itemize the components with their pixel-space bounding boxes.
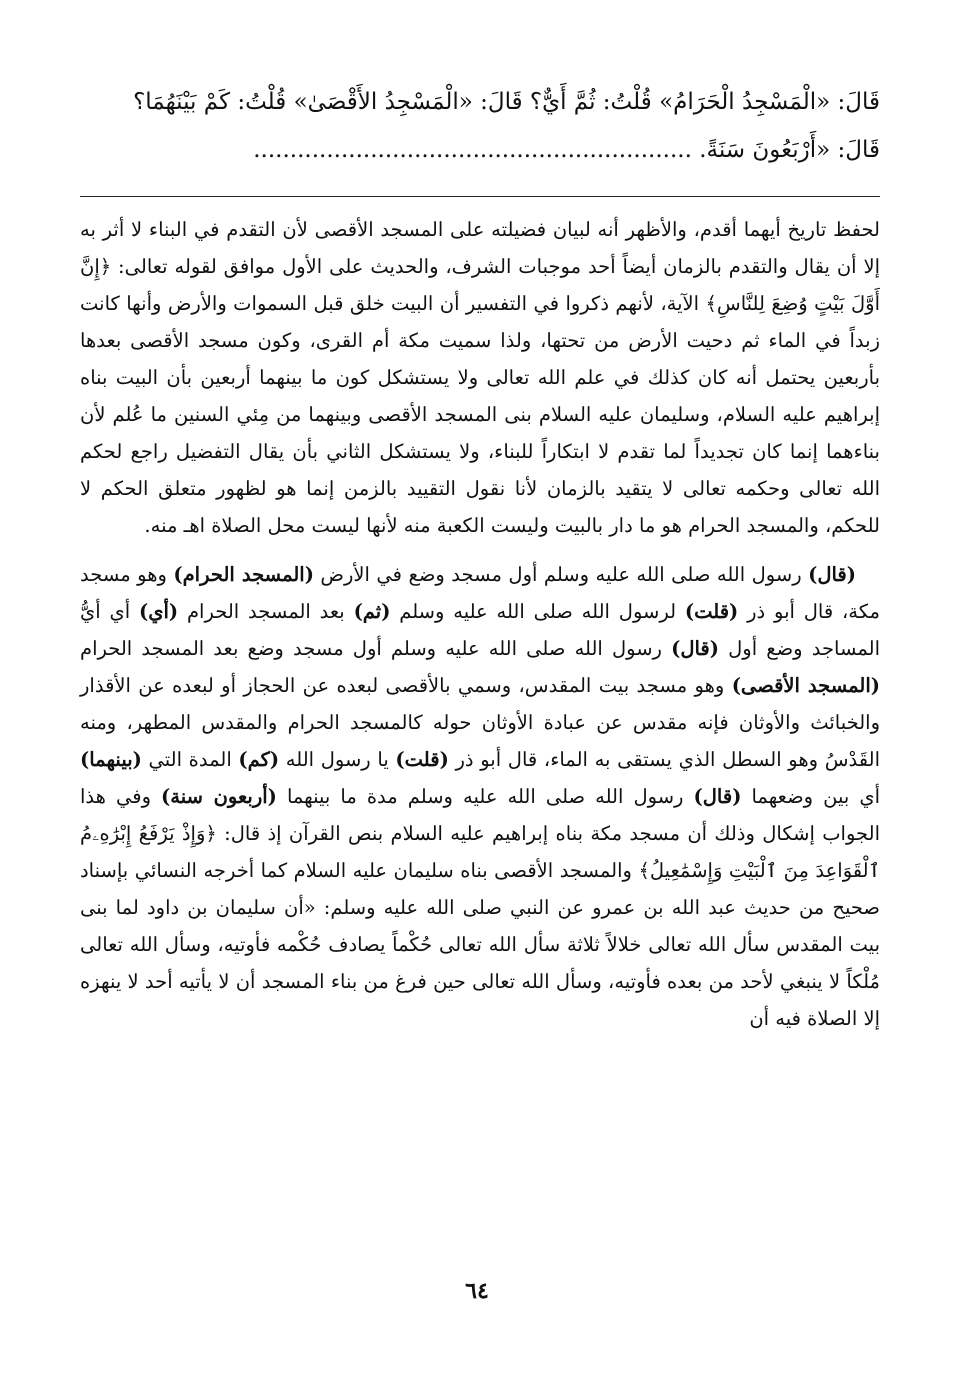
commentary-keyword: (قلت): [684, 600, 739, 623]
commentary-text: رسول الله صلى الله عليه وسلم مدة ما بينهما: [276, 785, 694, 808]
commentary-text: لرسول الله صلى الله عليه وسلم: [390, 600, 685, 623]
commentary-keyword: (قال): [808, 563, 856, 586]
commentary-keyword: (بينهما): [80, 748, 142, 771]
separator-rule: [80, 196, 880, 197]
commentary-text: وهو مسجد بيت المقدس، وسمي بالأقصى لبعده عن الحجاز أو لبعده عن الأقذار والخبائث والأوثان فإنه مقدس عن عبادة الأوثان حوله كالمسجد الحرام والمقدس المطهر، ومنه القَدْسُ وهو السطل الذي يستقى به الماء، قال أبو ذر: [80, 674, 880, 771]
commentary-keyword: (قال): [671, 637, 719, 660]
hadith-text: [80, 78, 880, 174]
commentary-text: المدة التي: [141, 748, 239, 771]
commentary-keyword: (أي): [139, 600, 179, 623]
commentary-keyword: (قال): [693, 785, 742, 808]
commentary-text: بعد المسجد الحرام: [178, 600, 354, 623]
commentary-keyword: (أربعون سنة): [161, 785, 277, 808]
commentary-keyword: (قلت): [395, 748, 449, 771]
commentary-keyword: (كم): [238, 748, 280, 771]
hadith-line-2: [80, 126, 880, 174]
commentary-text: وفي هذا الجواب إشكال وذلك أن مسجد مكة بناه إبراهيم عليه السلام بنص القرآن إذ قال: ﴿وَإِذْ يَرْفَعُ إِبْرَٰهِۦمُ ٱلْقَوَاعِدَ مِنَ ٱلْبَيْتِ وَإِسْمَٰعِيلُ﴾ والمسجد الأقصى بناه سليمان عليه السلام كما أخرجه النسائي بإسناد صحيح من حديث عبد الله بن عمرو عن النبي صلى الله عليه وسلم: «أن سليمان بن داود لما بنى بيت المقدس سأل الله تعالى خلالاً ثلاثة سأل الله تعالى حُكْماً يصادف حُكْمه فأوتيه، وسأل الله تعالى مُلْكاً لا ينبغي لأحد من بعده فأوتيه، وسأل الله تعالى حين فرغ من بناء المسجد أن لا يأتيه أحد لا ينهزه إلا الصلاة فيه أن: [80, 785, 880, 1030]
commentary-text: رسول الله صلى الله عليه وسلم أول مسجد وضع بعد المسجد الحرام: [80, 637, 672, 660]
ellipsis-dots: ............................................................: [253, 137, 692, 163]
hadith-line-2-text: قَالَ: «أَرْبَعُونَ سَنَةً.: [699, 137, 880, 163]
commentary-keyword: (المسجد الحرام): [173, 563, 314, 586]
commentary-text: وهو مسجد مكة، قال أبو ذر: [80, 563, 880, 623]
hadith-line-1: قَالَ: «الْمَسْجِدُ الْحَرَامُ» قُلْتُ: ثُمَّ أَيٌّ؟ قَالَ: «الْمَسْجِدُ الأَقْصَىٰ» قُلْتُ: كَمْ بَيْنَهُمَا؟: [133, 89, 880, 115]
commentary-keyword: (المسجد الأقصى): [731, 674, 880, 697]
page-body: [80, 78, 880, 1037]
commentary-text: يا رسول الله: [279, 748, 396, 771]
commentary-paragraph: [80, 556, 880, 1037]
commentary-keyword: (ثم): [353, 600, 391, 623]
commentary-text: رسول الله صلى الله عليه وسلم أول مسجد وضع في الأرض: [313, 563, 809, 586]
page-number: ٦٤: [465, 1278, 489, 1304]
commentary-text: أي بين وضعهما: [741, 785, 881, 808]
footnote-paragraph: لحفظ تاريخ أيهما أقدم، والأظهر أنه لبيان فضيلته على المسجد الأقصى لأن التقدم في البناء لا أثر به إلا أن يقال والتقدم بالزمان أيضاً أحد موجبات الشرف، والحديث على الأول موافق لقوله تعالى: ﴿إِنَّ أَوَّلَ بَيْتٍ وُضِعَ لِلنَّاسِ﴾ الآية، لأنهم ذكروا في التفسير أن البيت خلق قبل السموات والأرض وأنها كانت زبداً في الماء ثم دحيت الأرض من تحتها، ولذا سميت مكة أم القرى، وكون مسجد الأقصى بعدها بأربعين يحتمل أنه كان كذلك في علم الله تعالى ولا يستشكل كون ما بينهما أربعين بأن البيت بناه إبراهيم عليه السلام، وسليمان عليه السلام بنى المسجد الأقصى وبينهما من مِئي السنين ما عُلم لأن بناءهما إنما كان تجديداً لما تقدم لا ابتكاراً للبناء، ولا يستشكل الثاني بأن يقال التفضيل راجع لحكم الله تعالى وحكمه تعالى لا يتقيد بالزمان لأنا نقول التقييد بالزمن إنما هو لظهور متعلق الحكم لا للحكم، والمسجد الحرام هو ما دار بالبيت وليست الكعبة منه لأنها ليست محل الصلاة اهـ منه.: [80, 218, 880, 537]
commentary-text: أي أيُّ المساجد وضع أول: [80, 600, 880, 660]
